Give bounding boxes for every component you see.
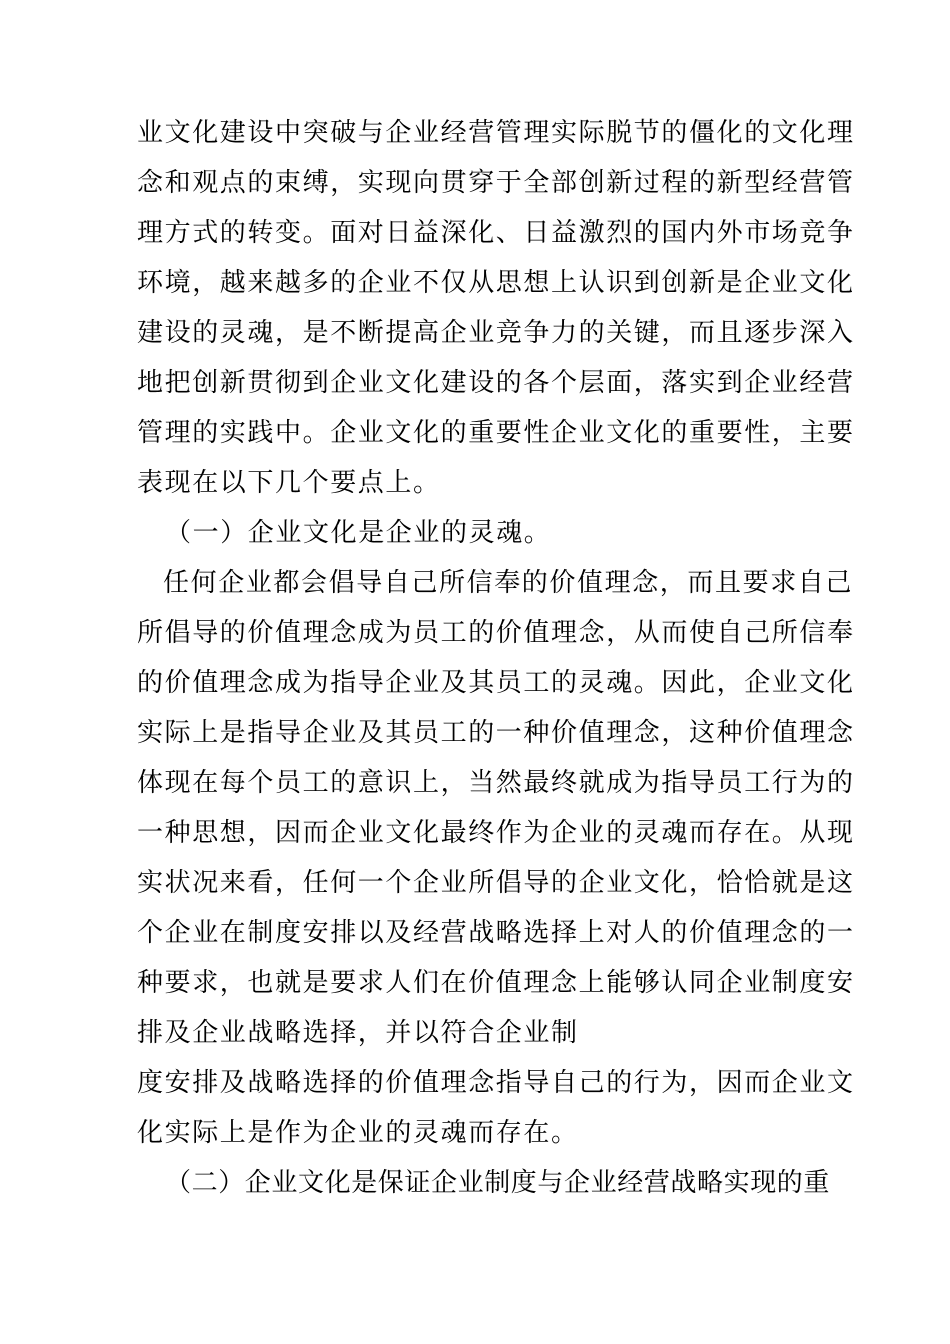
text-line: 地把创新贯彻到企业文化建设的各个层面，落实到企业经营 [137,368,855,398]
text-line: 实状况来看，任何一个企业所倡导的企业文化，恰恰就是这 [137,868,855,898]
text-line: 化实际上是作为企业的灵魂而存在。 [137,1118,579,1148]
text-line: 环境，越来越多的企业不仅从思想上认识到创新是企业文化 [137,268,855,298]
text-line: 实际上是指导企业及其员工的一种价值理念，这种价值理念 [137,718,855,748]
text-line: 理方式的转变。面对日益深化、日益激烈的国内外市场竞争 [137,218,855,248]
section-heading-2: （二）企业文化是保证企业制度与企业经营战略实现的重 [165,1168,831,1198]
text-line: 的价值理念成为指导企业及其员工的灵魂。因此，企业文化 [137,668,855,698]
text-line: 一种思想，因而企业文化最终作为企业的灵魂而存在。从现 [137,818,855,848]
text-line: 所倡导的价值理念成为员工的价值理念，从而使自己所信奉 [137,618,855,648]
text-line: 念和观点的束缚，实现向贯穿于全部创新过程的新型经营管 [137,168,855,198]
text-line: 体现在每个员工的意识上，当然最终就成为指导员工行为的 [137,768,855,798]
text-line: 排及企业战略选择，并以符合企业制 [137,1018,579,1048]
text-line: 建设的灵魂，是不断提高企业竞争力的关键，而且逐步深入 [137,318,855,348]
text-line: 表现在以下几个要点上。 [137,468,441,498]
text-line: 个企业在制度安排以及经营战略选择上对人的价值理念的一 [137,918,855,948]
text-line: 任何企业都会倡导自己所信奉的价值理念，而且要求自己 [163,568,854,598]
section-heading-1: （一）企业文化是企业的灵魂。 [165,518,552,548]
text-line: 管理的实践中。企业文化的重要性企业文化的重要性，主要 [137,418,855,448]
text-line: 种要求，也就是要求人们在价值理念上能够认同企业制度安 [137,968,855,998]
text-line: 业文化建设中突破与企业经营管理实际脱节的僵化的文化理 [137,118,855,148]
text-line: 度安排及战略选择的价值理念指导自己的行为，因而企业文 [137,1068,855,1098]
